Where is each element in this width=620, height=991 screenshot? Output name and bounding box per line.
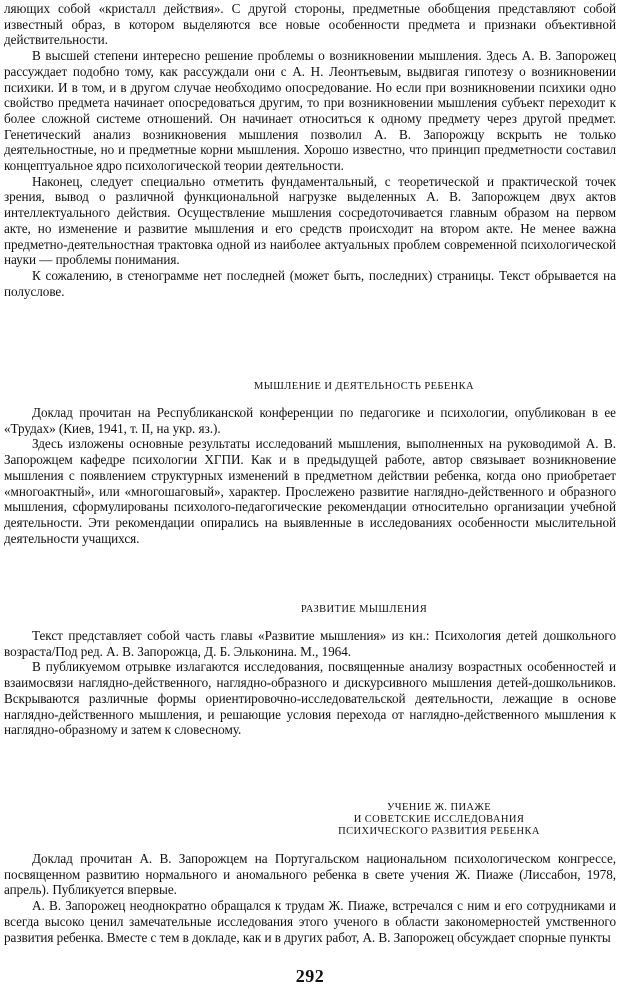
section-heading-thinking-activity: МЫШЛЕНИЕ И ДЕЯТЕЛЬНОСТЬ РЕБЕНКА [253,381,475,392]
section-heading-piaget-line2: И СОВЕТСКИЕ ИССЛЕДОВАНИЯ [353,814,525,825]
book-page [4,0,616,991]
section-heading-development: РАЗВИТИЕ МЫШЛЕНИЯ [300,604,428,615]
development-section [4,628,616,738]
piaget-section [4,851,616,945]
section-heading-piaget-line1: УЧЕНИЕ Ж. ПИАЖЕ [386,802,492,813]
intro-paragraph-4: К сожалению, в стенограмме нет последней (может быть, последних) страницы. Текст обрывается на полуслове. [4,267,616,299]
intro-paragraph-1: ляющих собой «кристалл действия». С другой стороны, предметные обобщения представляют собой известный образ, в котором выделяются все новые особенности предмета и признаки объективной действительности. [4,1,616,48]
development-paragraph-2: В публикуемом отрывке излагаются исследования, посвященные анализу возрастных особенностей и взаимосвязи наглядно-действенного, наглядно-образного и дискурсивного мышления детей-дошкольников. Вскрываются различные формы ориентировочно-исследовательской деятельности, лежащие в основе наглядно-действенного мышления, и решающие условия перехода от наглядно-действенного мышления к наглядно-образному и затем к словесному. [4,659,616,738]
piaget-paragraph-2: А. В. Запорожец неоднократно обращался к трудам Ж. Пиаже, встречался с ним и его сотрудниками и всегда высоко ценил замечательные исследования этого ученого в области закономерностей умственного развития ребенка. Вместе с тем в докладе, как и в других работ, А. В. Запорожец обсуждает спорные пункты [4,898,616,945]
piaget-paragraph-1: Доклад прочитан А. В. Запорожцем на Португальском национальном психологическом конгрессе, посвященном развитию нормального и аномального ребенка в свете учения Ж. Пиаже (Лиссабон, 1978, апрель). Публикуется впервые. [4,851,616,898]
thinking-activity-paragraph-2: Здесь изложены основные результаты исследований мышления, выполненных на руководимой А. В. Запорожцем кафедре психологии ХГПИ. Как и в предыдущей работе, автор связывает возникновение мышления с появлением структурных изменений в предметном действии ребенка, когда оно приобретает «многоактный», или «многошаговый», характер. Прослежено развитие наглядно-действенного и образного мышления, сформулированы психолого-педагогические рекомендации относительно организации учебной деятельности. Эти рекомендации опирались на выявленные в исследованиях особенности мыслительной деятельности учащихся. [4,436,616,546]
section-heading-piaget-line3: ПСИХИЧЕСКОГО РАЗВИТИЯ РЕБЕНКА [338,826,540,837]
intro-section [4,1,616,299]
thinking-activity-section [4,405,616,546]
page-number: 292 [295,966,325,986]
intro-paragraph-2: В высшей степени интересно решение проблемы о возникновении мышления. Здесь А. В. Запорожец рассуждает подобно тому, как рассуждали они с А. Н. Леонтьевым, выдвигая гипотезу о возникновении психики. И в том, и в другом случае необходимо опосредование. Но если при возникновении психики одно свойство предмета начинает опосредоваться другим, то при возникновении мышления субъект переходит к более сложной системе отношений. Он начинает относиться к одному предмету через другой предмет. Генетический анализ возникновения мышления позволил А. В. Запорожцу вскрыть не только деятельностные, но и предметные корни мышления. Хорошо известно, что принцип предметности составил концептуальное ядро психологической теории деятельности. [4,48,616,174]
intro-paragraph-3: Наконец, следует специально отметить фундаментальный, с теоретической и практической точек зрения, вывод о различной функциональной нагрузке выделенных А. В. Запорожцем двух актов интеллектуального действия. Осуществление мышления сосредоточивается главным образом на первом акте, но изменение и развитие мышления и его средств происходит на втором акте. Не менее важна предметно-деятельностная трактовка одной из наиболее актуальных проблем современной психологической науки — проблемы понимания. [4,173,616,268]
development-paragraph-1: Текст представляет собой часть главы «Развитие мышления» из кн.: Психология детей дошкольного возраста/Под ред. А. В. Запорожца, Д. Б. Эльконина. М., 1964. [4,628,616,659]
thinking-activity-paragraph-1: Доклад прочитан на Республиканской конференции по педагогике и психологии, опубликован в ее «Трудах» (Киев, 1941, т. II, на укр. яз.). [4,405,616,436]
